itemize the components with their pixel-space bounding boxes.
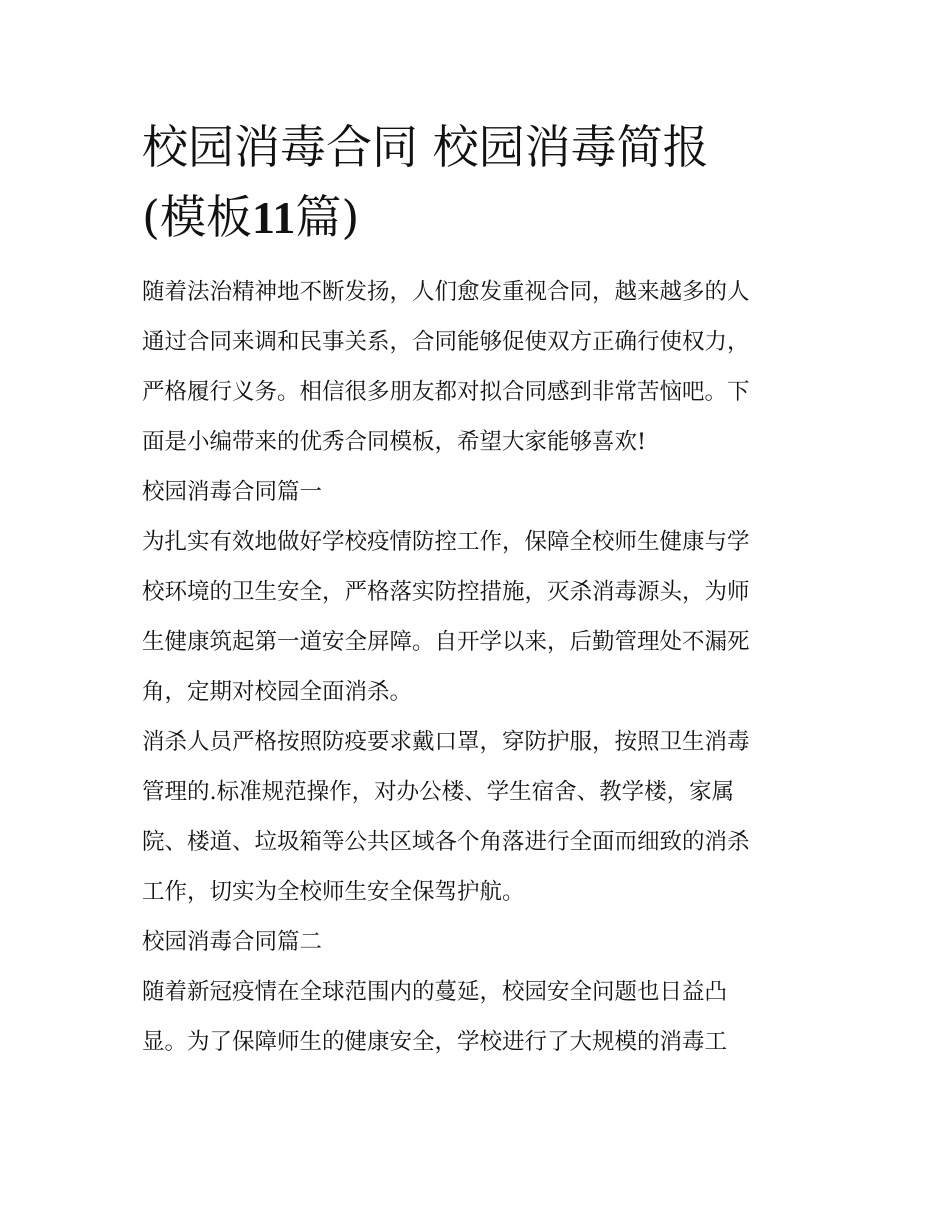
paragraph-line: 院、楼道、垃圾箱等公共区域各个角落进行全面而细致的消杀 [142, 829, 750, 855]
title-line-2-number: 11 [251, 192, 296, 243]
paragraph-line: 为扎实有效地做好学校疫情防控工作，保障全校师生健康与学 [142, 529, 750, 555]
intro-line: 面是小编带来的优秀合同模板，希望大家能够喜欢! [142, 429, 647, 455]
title-line-2 [142, 182, 814, 253]
document-body [142, 267, 814, 1067]
paragraph-line: 显。为了保障师生的健康安全，学校进行了大规模的消毒工 [142, 1029, 728, 1055]
intro-line: 随着法治精神地不断发扬，人们愈发重视合同，越来越多的人 [142, 279, 750, 305]
intro-line: 通过合同来调和民事关系，合同能够促使双方正确行使权力， [142, 329, 750, 355]
paragraph-line: 校环境的卫生安全，严格落实防控措施，灭杀消毒源头，为师 [142, 579, 750, 605]
section-1-paragraph-2 [142, 717, 814, 917]
paragraph-line: 消杀人员严格按照防疫要求戴口罩，穿防护服，按照卫生消毒 [142, 729, 750, 755]
intro-line: 严格履行义务。相信很多朋友都对拟合同感到非常苦恼吧。下 [142, 379, 750, 405]
title-line-2-pre: (模板 [142, 190, 252, 244]
paragraph-line: 随着新冠疫情在全球范围内的蔓延，校园安全问题也日益凸 [142, 979, 728, 1005]
document-content [142, 112, 814, 1067]
section-1-heading: 校园消毒合同篇一 [142, 479, 323, 505]
document-title [142, 112, 814, 253]
title-line-1: 校园消毒合同 校园消毒简报 [142, 120, 709, 174]
paragraph-line: 角，定期对校园全面消杀。 [142, 679, 413, 705]
section-2-paragraph-1 [142, 967, 814, 1067]
section-2-heading: 校园消毒合同篇二 [142, 929, 323, 955]
paragraph-line: 生健康筑起第一道安全屏障。自开学以来，后勤管理处不漏死 [142, 629, 750, 655]
intro-paragraph [142, 267, 814, 467]
paragraph-line: 管理的.标准规范操作，对办公楼、学生宿舍、教学楼，家属 [142, 779, 735, 805]
title-line-2-post: 篇) [295, 190, 360, 244]
paragraph-line: 工作，切实为全校师生安全保驾护航。 [142, 879, 525, 905]
section-1-paragraph-1 [142, 517, 814, 717]
